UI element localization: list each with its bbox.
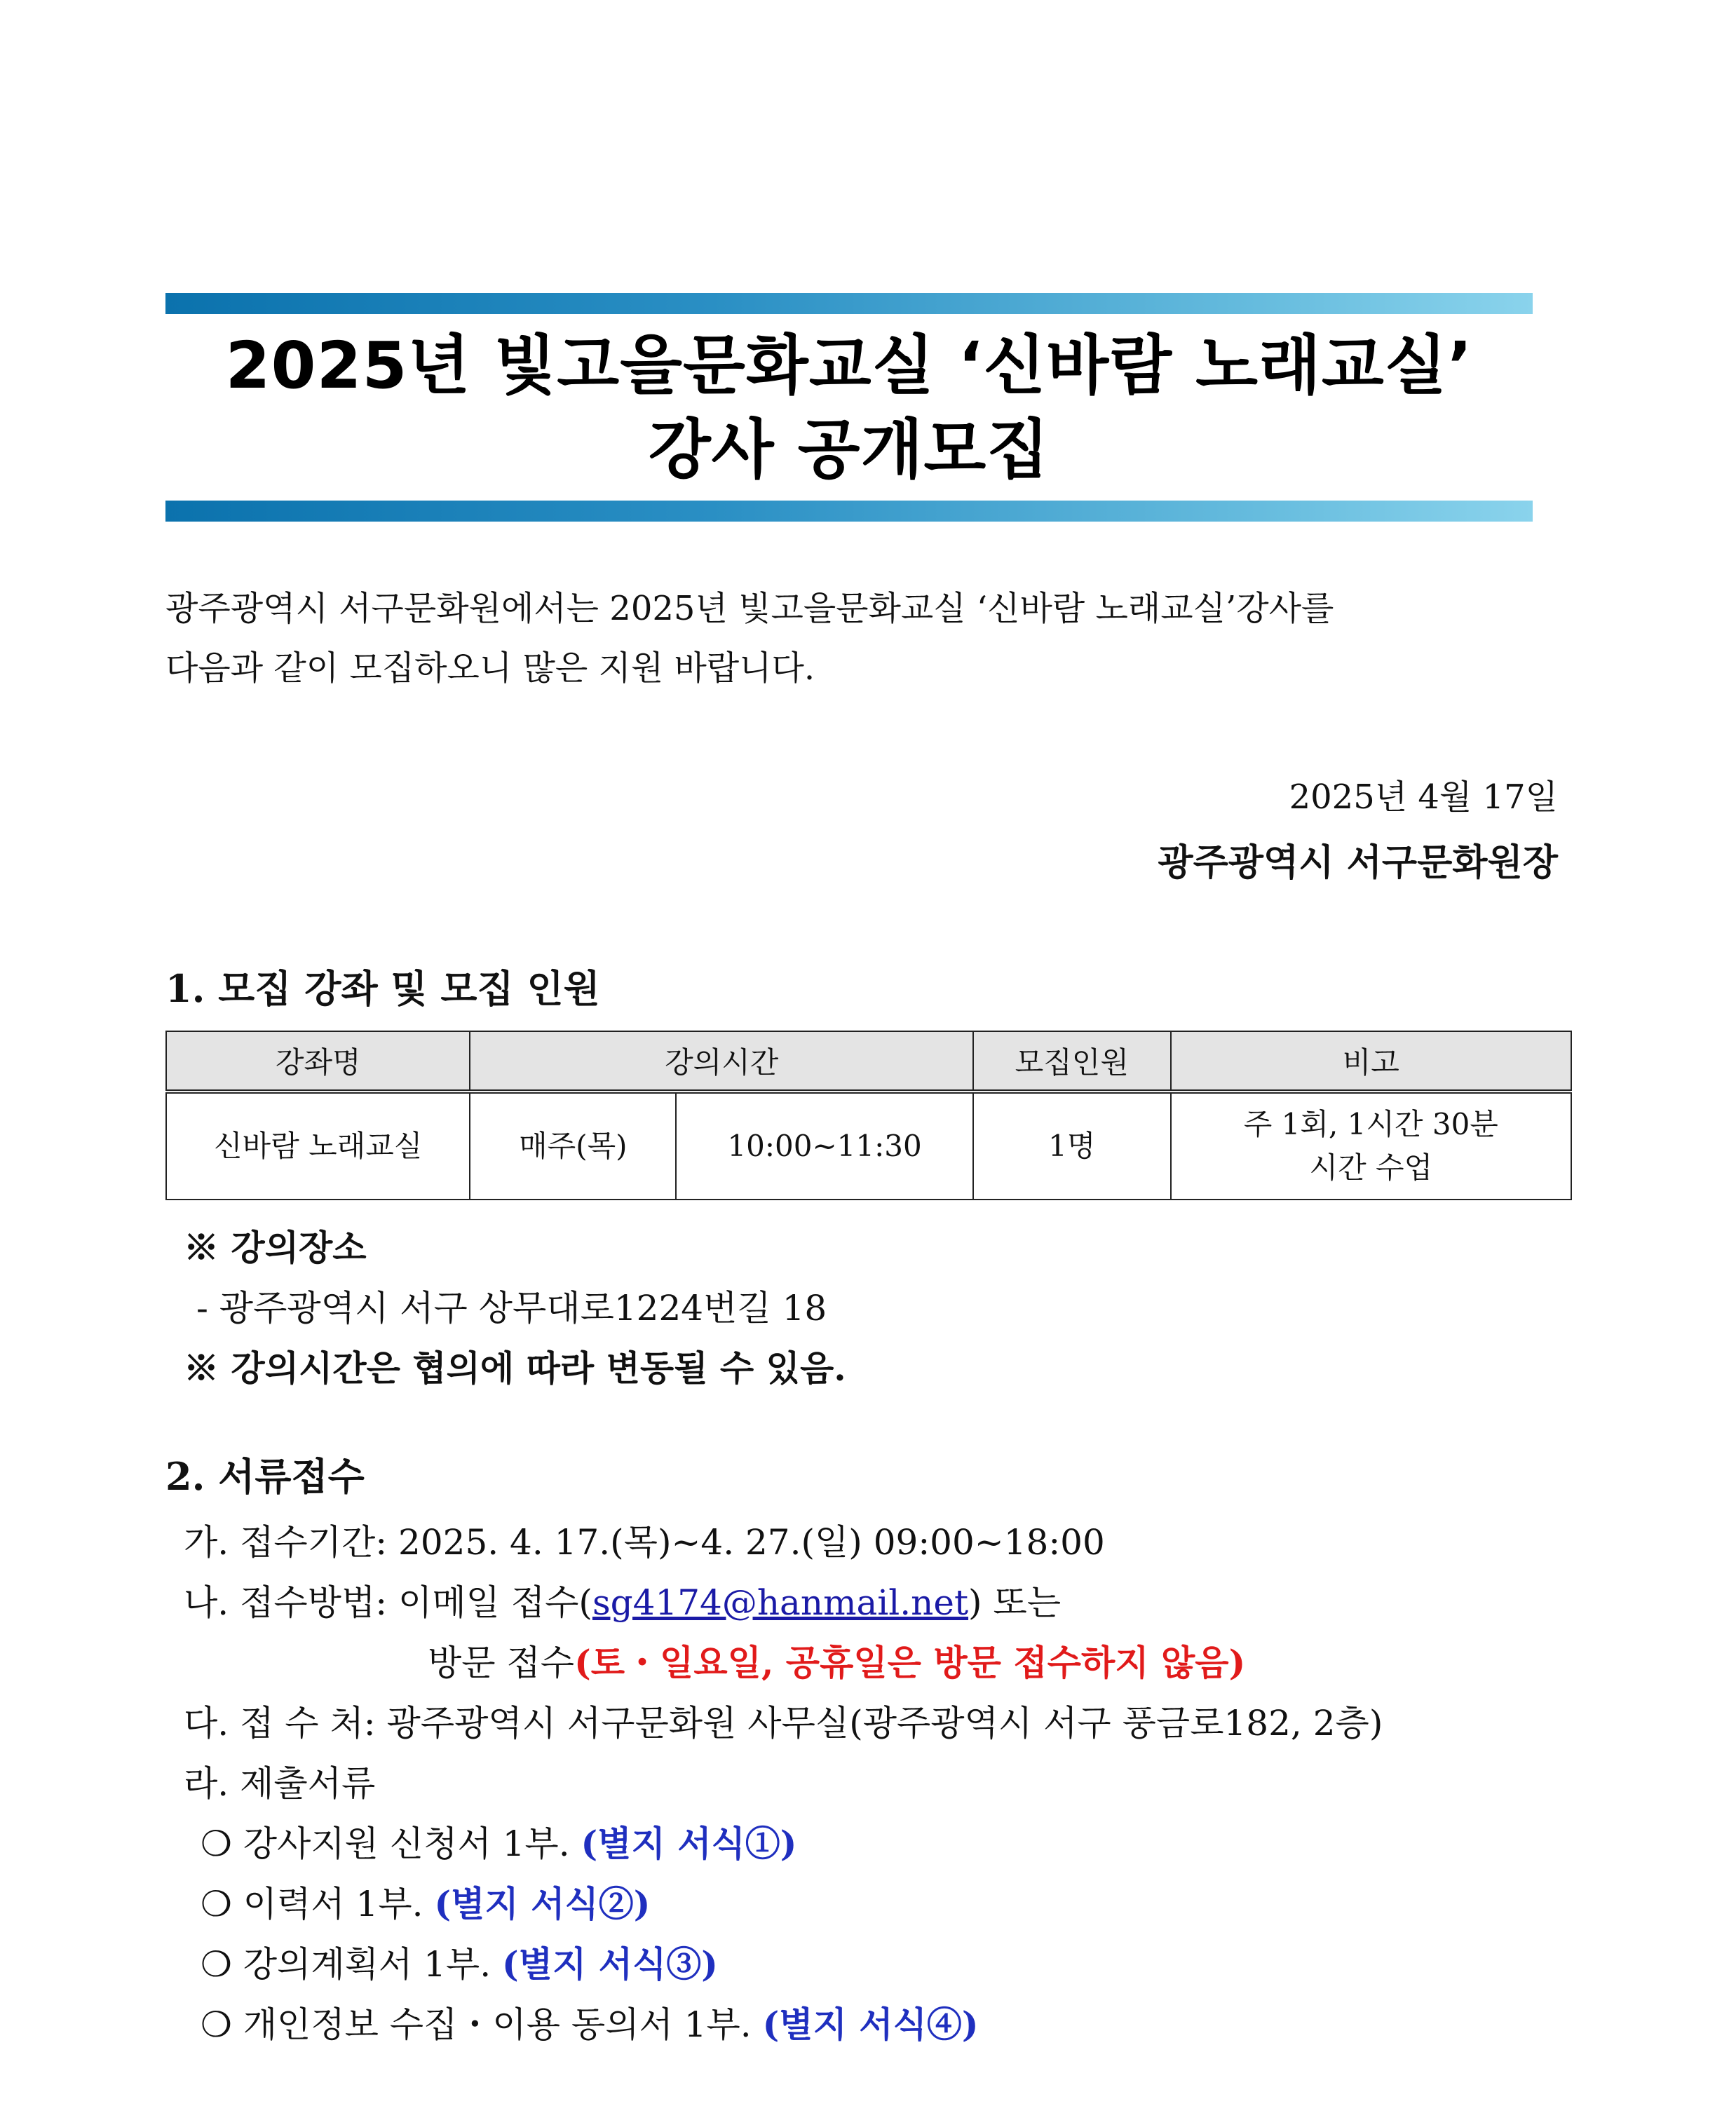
intro-line2: 다음과 같이 모집하오니 많은 지원 바랍니다. bbox=[165, 648, 815, 688]
document-text: ❍ 이력서 1부. bbox=[201, 1884, 423, 1924]
cell-course: 신바람 노래교실 bbox=[166, 1092, 470, 1200]
receipt-period: 가. 접수기간: 2025. 4. 17.(목)~4. 27.(일) 09:00~18:00 bbox=[184, 1522, 1105, 1563]
visit-restriction: (토・일요일, 공휴일은 방문 접수하지 않음) bbox=[574, 1642, 1246, 1683]
receipt-visit bbox=[428, 1635, 1245, 1685]
cell-day: 매주(목) bbox=[470, 1092, 676, 1200]
intro-line1: 광주광역시 서구문화원에서는 2025년 빛고을문화교실 ‘신바람 노래교실’강사를 bbox=[165, 589, 1334, 628]
cell-count: 1명 bbox=[973, 1092, 1171, 1200]
receipt-method-prefix: 나. 접수방법: 이메일 접수( bbox=[184, 1582, 592, 1623]
course-table bbox=[165, 1031, 1572, 1200]
document-item bbox=[201, 1816, 796, 1866]
header-note: 비고 bbox=[1171, 1031, 1571, 1092]
document-text: ❍ 개인정보 수집・이용 동의서 1부. bbox=[201, 2004, 752, 2045]
receipt-office: 다. 접 수 처: 광주광역시 서구문화원 사무실(광주광역시 서구 풍금로182, 2층) bbox=[184, 1703, 1383, 1744]
document-item bbox=[201, 1876, 650, 1927]
document-text: ❍ 강사지원 신청서 1부. bbox=[201, 1823, 570, 1864]
receipt-visit-label: 방문 접수 bbox=[428, 1643, 575, 1683]
document-item bbox=[201, 1997, 979, 2047]
section1-heading: 1. 모집 강좌 및 모집 인원 bbox=[165, 966, 600, 1011]
email-link[interactable]: sg4174@hanmail.net bbox=[592, 1582, 969, 1623]
documents-heading: 라. 제출서류 bbox=[184, 1763, 376, 1804]
page-title-line2: 강사 공개모집 bbox=[648, 412, 1050, 487]
page-title-line1: 2025년 빛고을문화교실 ‘신바람 노래교실’ bbox=[225, 328, 1473, 403]
place-address: - 광주광역시 서구 상무대로1224번길 18 bbox=[196, 1288, 827, 1329]
section2-heading: 2. 서류접수 bbox=[165, 1454, 365, 1499]
table-header-row bbox=[166, 1031, 1571, 1092]
cell-note bbox=[1171, 1092, 1571, 1200]
header-count: 모집인원 bbox=[973, 1031, 1171, 1092]
document-item bbox=[201, 1936, 718, 1987]
header-course: 강좌명 bbox=[166, 1031, 470, 1092]
cell-note-line1: 주 1회, 1시간 30분 bbox=[1243, 1107, 1498, 1141]
place-label: ※ 강의장소 bbox=[184, 1227, 367, 1268]
title-bottom-bar bbox=[165, 501, 1533, 522]
document-form: (별지 서식③) bbox=[502, 1943, 718, 1985]
receipt-method bbox=[184, 1575, 1061, 1625]
schedule-notice: ※ 강의시간은 협의에 따라 변동될 수 있음. bbox=[184, 1347, 846, 1389]
cell-time: 10:00~11:30 bbox=[676, 1092, 973, 1200]
document-form: (별지 서식②) bbox=[434, 1883, 651, 1924]
document-form: (별지 서식①) bbox=[581, 1823, 797, 1864]
title-top-bar bbox=[165, 293, 1533, 314]
document-form: (별지 서식④) bbox=[762, 2004, 979, 2045]
cell-note-line2: 시간 수업 bbox=[1309, 1150, 1433, 1185]
receipt-method-suffix: ) 또는 bbox=[968, 1582, 1062, 1623]
header-time: 강의시간 bbox=[470, 1031, 973, 1092]
issuer: 광주광역시 서구문화원장 bbox=[1158, 841, 1558, 884]
table-row bbox=[166, 1092, 1571, 1200]
notice-date: 2025년 4월 17일 bbox=[1289, 777, 1558, 817]
document-text: ❍ 강의계획서 1부. bbox=[201, 1944, 491, 1985]
